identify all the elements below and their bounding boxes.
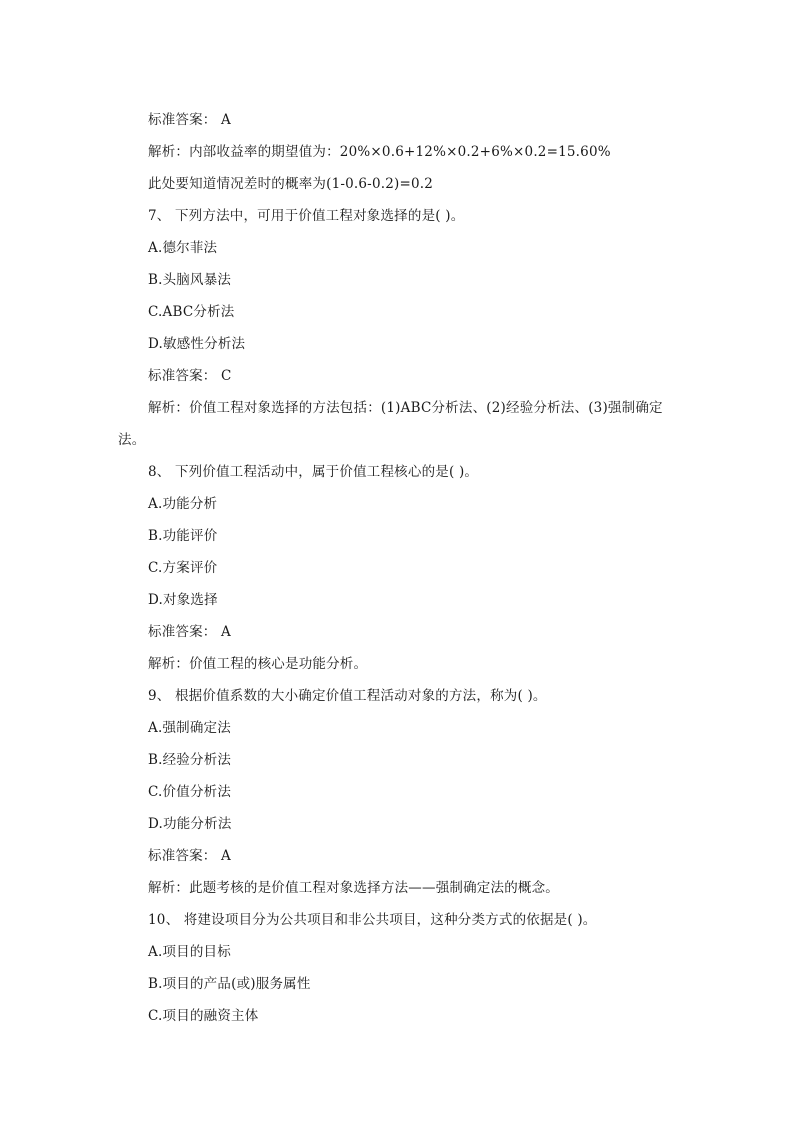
option-line: C.方案评价 xyxy=(148,560,218,576)
option-line: A.强制确定法 xyxy=(148,720,231,736)
answer-line: 标准答案： A xyxy=(148,112,231,128)
explanation-line: 解析：价值工程的核心是功能分析。 xyxy=(148,656,368,672)
option-line: D.敏感性分析法 xyxy=(148,336,246,352)
option-line: A.功能分析 xyxy=(148,496,218,512)
option-line: B.经验分析法 xyxy=(148,752,232,768)
option-line: A.项目的目标 xyxy=(148,944,231,960)
option-line: B.功能评价 xyxy=(148,528,218,544)
explanation-line: 此处要知道情况差时的概率为(1-0.6-0.2)=0.2 xyxy=(148,176,434,192)
question-line: 9、 根据价值系数的大小确定价值工程活动对象的方法，称为( )。 xyxy=(148,688,547,704)
explanation-continuation-line: 法。 xyxy=(118,432,146,448)
question-line: 7、 下列方法中，可用于价值工程对象选择的是( )。 xyxy=(148,208,465,224)
option-line: C.价值分析法 xyxy=(148,784,232,800)
explanation-line: 解析：内部收益率的期望值为：20%×0.6+12%×0.2+6%×0.2=15.60% xyxy=(148,144,611,160)
answer-line: 标准答案： C xyxy=(148,368,232,384)
option-line: D.功能分析法 xyxy=(148,816,232,832)
option-line: A.德尔菲法 xyxy=(148,240,218,256)
option-line: B.项目的产品(或)服务属性 xyxy=(148,976,311,992)
question-line: 10、 将建设项目分为公共项目和非公共项目，这种分类方式的依据是( )。 xyxy=(148,912,597,928)
answer-line: 标准答案： A xyxy=(148,848,231,864)
option-line: C.ABC分析法 xyxy=(148,304,235,320)
explanation-line: 解析：此题考核的是价值工程对象选择方法——强制确定法的概念。 xyxy=(148,880,559,896)
question-line: 8、 下列价值工程活动中，属于价值工程核心的是( )。 xyxy=(148,464,479,480)
option-line: B.头脑风暴法 xyxy=(148,272,232,288)
explanation-line: 解析：价值工程对象选择的方法包括：(1)ABC分析法、(2)经验分析法、(3)强制确定 xyxy=(148,400,663,416)
option-line: D.对象选择 xyxy=(148,592,218,608)
answer-line: 标准答案： A xyxy=(148,624,231,640)
option-line: C.项目的融资主体 xyxy=(148,1008,259,1024)
